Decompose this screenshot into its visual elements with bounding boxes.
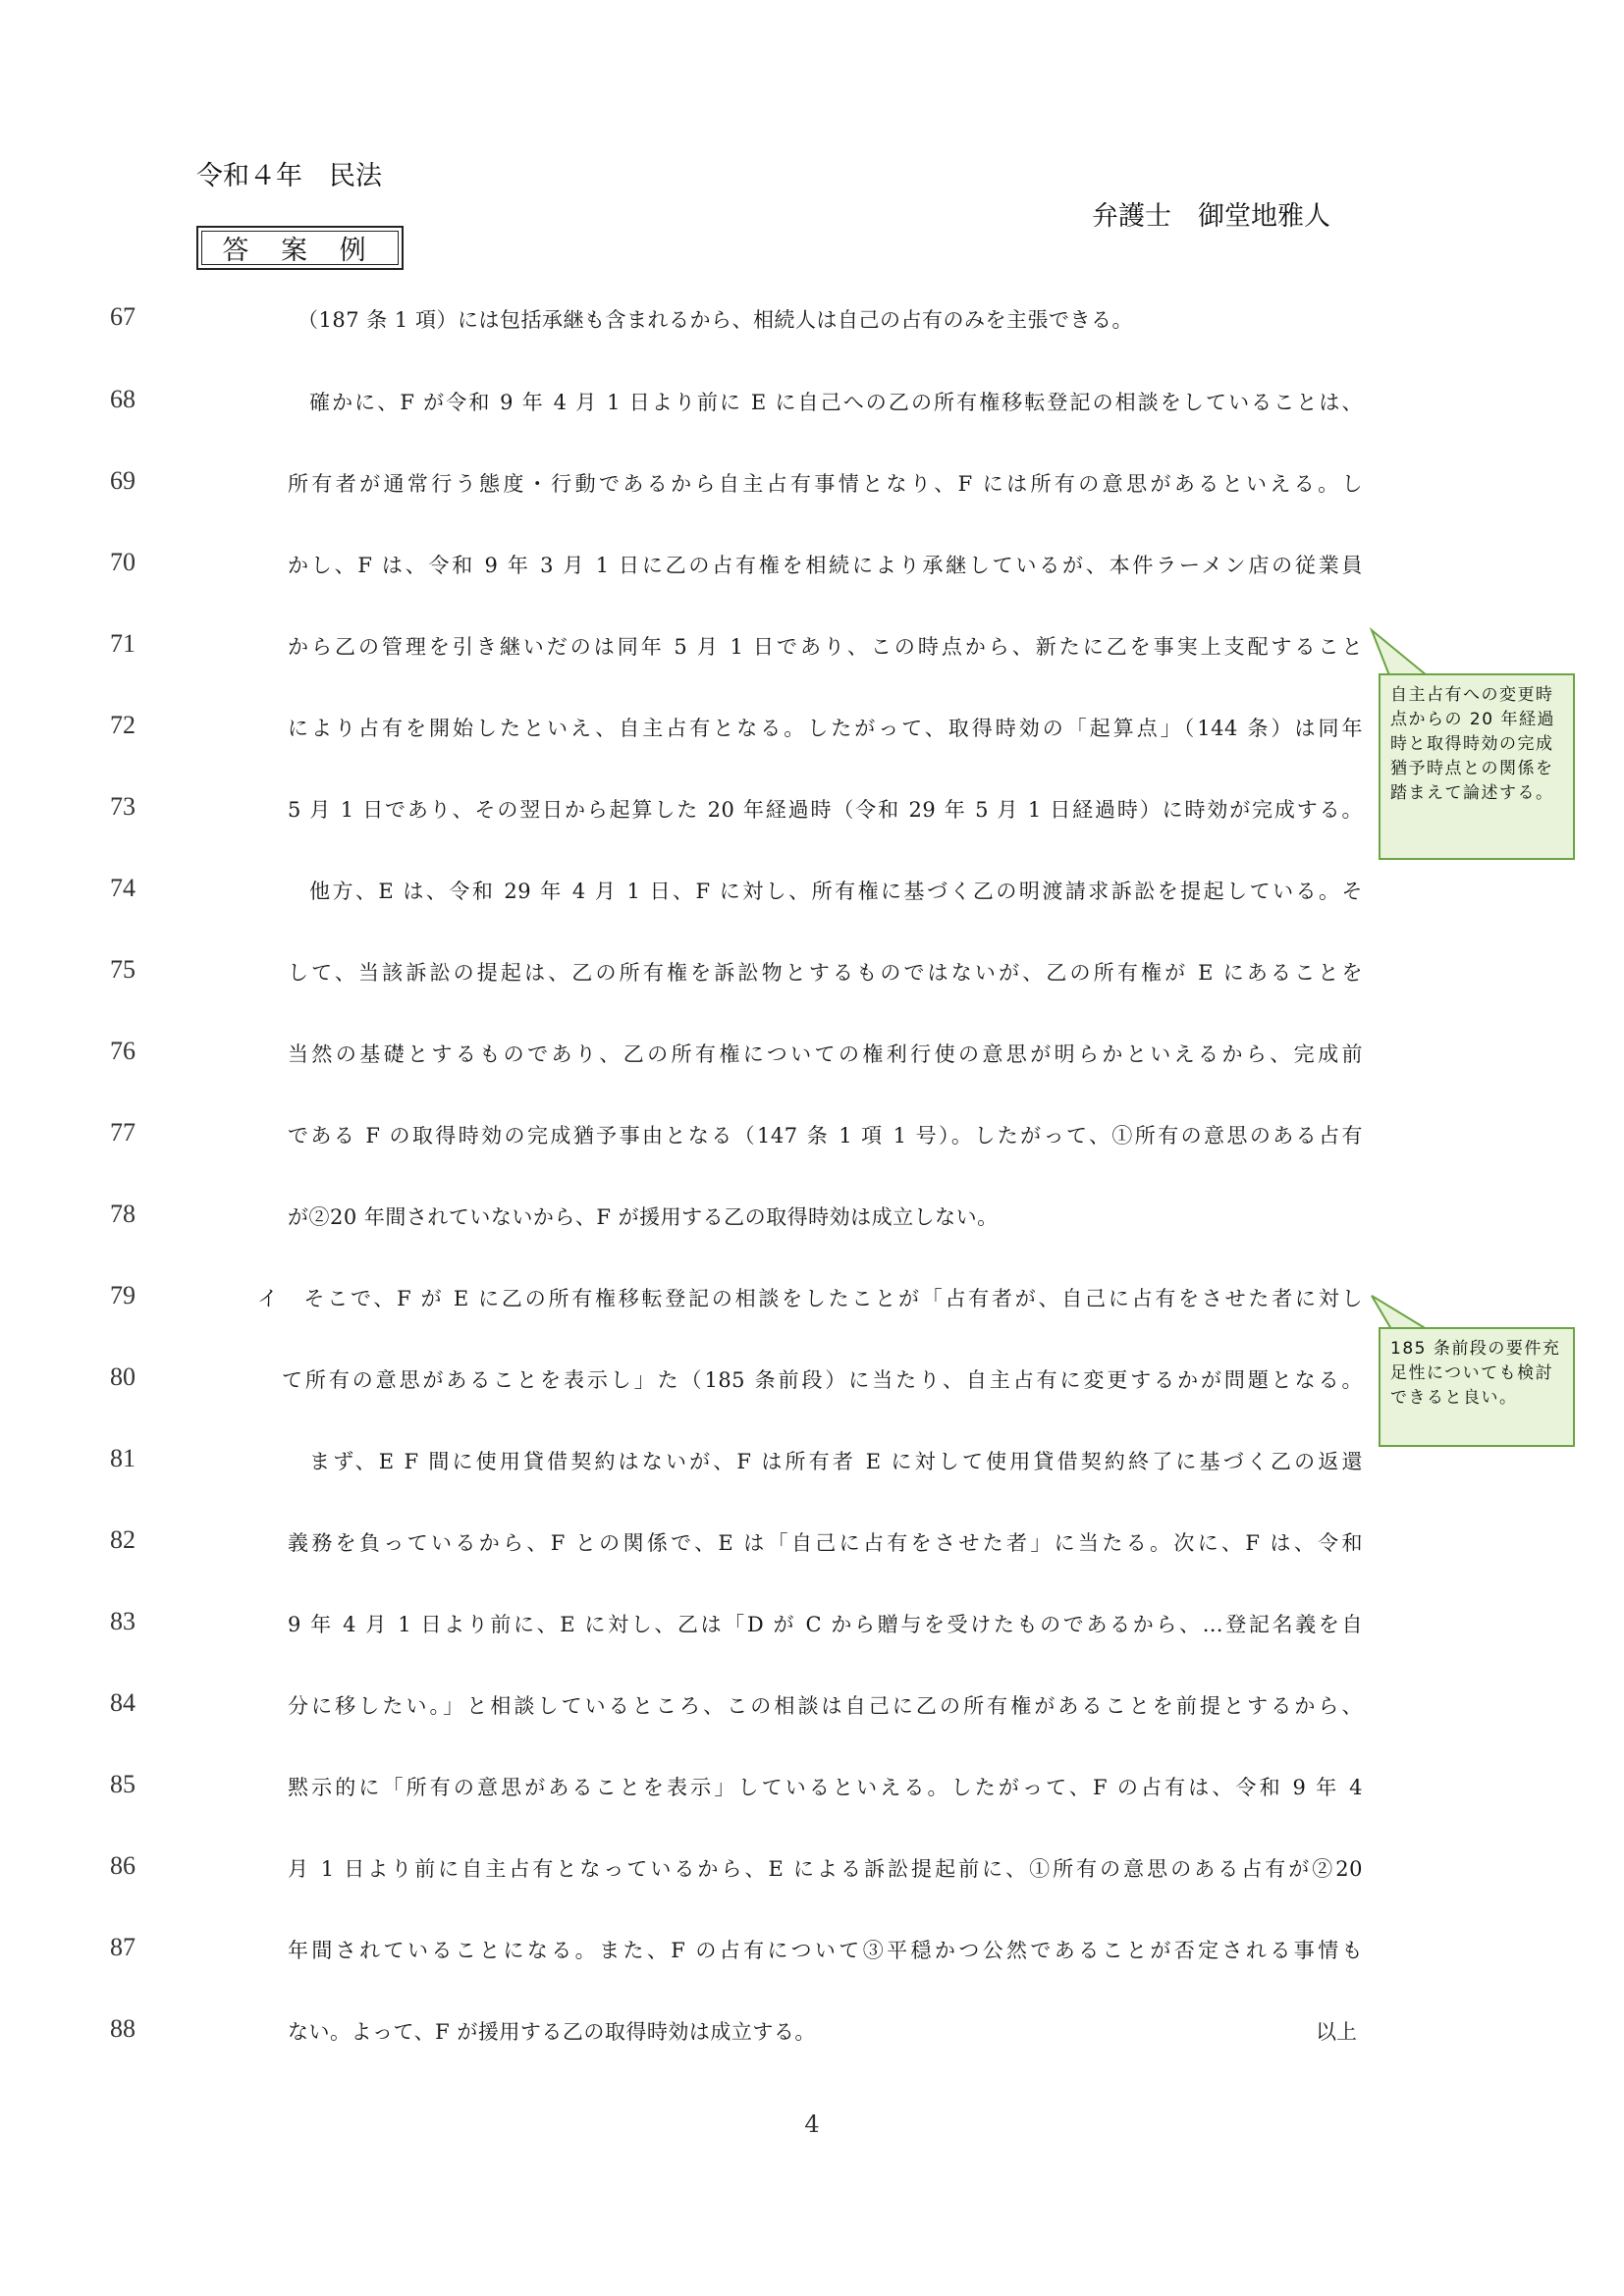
text-line bbox=[0, 302, 1624, 342]
line-number: 74 bbox=[110, 874, 135, 902]
text-line bbox=[0, 548, 1624, 587]
line-number: 81 bbox=[110, 1444, 135, 1472]
line-number: 68 bbox=[110, 385, 135, 413]
line-number: 87 bbox=[110, 1933, 135, 1961]
line-text: 5 月 1 日であり、その翌日から起算した 20 年経過時（令和 29 年 5 月 1 日経過時）に時効が完成する。 bbox=[288, 798, 1363, 822]
line-text: 分に移したい。」と相談しているところ、この相談は自己に乙の所有権があることを前提とするから、 bbox=[288, 1694, 1363, 1718]
line-text: により占有を開始したといえ、自主占有となる。したがって、取得時効の「起算点」（144 条）は同年 bbox=[288, 717, 1363, 740]
comment-callout bbox=[1379, 673, 1575, 860]
page-number: 4 bbox=[804, 2110, 820, 2138]
callout-text: 185 条前段の要件充足性についても検討できると良い。 bbox=[1390, 1339, 1561, 1408]
line-text: 所有者が通常行う態度・行動であるから自主占有事情となり、F には所有の意思があるといえる。し bbox=[288, 472, 1363, 496]
line-text: 義務を負っているから、F との関係で、E は「自己に占有をさせた者」に当たる。次に、F は、令和 bbox=[288, 1531, 1363, 1555]
text-line bbox=[0, 1770, 1624, 1809]
text-line bbox=[0, 1933, 1624, 1972]
line-text: 当然の基礎とするものであり、乙の所有権についての権利行使の意思が明らかといえるから、完成前 bbox=[288, 1042, 1363, 1066]
callout-pointer bbox=[1370, 628, 1429, 677]
line-text: が②20 年間されていないから、F が援用する乙の取得時効は成立しない。 bbox=[288, 1205, 999, 1229]
text-line bbox=[0, 874, 1624, 913]
line-text: て所有の意思があることを表示し」た（185 条前段）に当たり、自主占有に変更するかが問題となる。 bbox=[282, 1368, 1363, 1392]
line-number: 84 bbox=[110, 1688, 135, 1717]
line-text: まず、E F 間に使用貸借契約はないが、F は所有者 E に対して使用貸借契約終了に基づく乙の返還 bbox=[309, 1450, 1363, 1473]
line-text: ない。よって、F が援用する乙の取得時効は成立する。 bbox=[288, 2020, 816, 2044]
line-text: 月 1 日より前に自主占有となっているから、E による訴訟提起前に、①所有の意思のある占有が②20 bbox=[288, 1857, 1363, 1881]
line-number: 75 bbox=[110, 955, 135, 984]
line-number: 72 bbox=[110, 711, 135, 739]
line-number: 71 bbox=[110, 629, 135, 658]
text-line bbox=[0, 1037, 1624, 1076]
text-line bbox=[0, 466, 1624, 506]
callout-text: 自主占有への変更時点からの 20 年経過時と取得時効の完成猶予時点との関係を踏まえて論述する。 bbox=[1390, 685, 1555, 803]
line-number: 82 bbox=[110, 1525, 135, 1554]
text-line bbox=[0, 2014, 1624, 2054]
end-mark: 以上 bbox=[1316, 2020, 1357, 2044]
line-number: 67 bbox=[110, 302, 135, 331]
comment-callout bbox=[1379, 1327, 1575, 1447]
line-number: 80 bbox=[110, 1362, 135, 1391]
line-number: 70 bbox=[110, 548, 135, 576]
line-number: 78 bbox=[110, 1200, 135, 1228]
line-text: 黙示的に「所有の意思があることを表示」しているといえる。したがって、F の占有は、令和 9 年 4 bbox=[288, 1776, 1363, 1799]
text-line bbox=[0, 1200, 1624, 1239]
line-number: 79 bbox=[110, 1281, 135, 1309]
line-text: 他方、E は、令和 29 年 4 月 1 日、F に対し、所有権に基づく乙の明渡請求訴訟を提起している。そ bbox=[309, 880, 1363, 903]
text-line bbox=[0, 1851, 1624, 1891]
line-text: から乙の管理を引き継いだのは同年 5 月 1 日であり、この時点から、新たに乙を事実上支配すること bbox=[288, 635, 1363, 659]
line-text: （187 条 1 項）には包括承継も含まれるから、相続人は自己の占有のみを主張できる。 bbox=[298, 308, 1133, 332]
text-line bbox=[0, 1688, 1624, 1728]
line-text: である F の取得時効の完成猶予事由となる（147 条 1 項 1 号）。したがって、①所有の意思のある占有 bbox=[288, 1124, 1363, 1148]
line-number: 86 bbox=[110, 1851, 135, 1880]
text-line bbox=[0, 1607, 1624, 1646]
author-name: 弁護士 御堂地雅人 bbox=[1092, 201, 1330, 232]
line-text: イ そこで、F が E に乙の所有権移転登記の相談をしたことが「占有者が、自己に占有をさせた者に対し bbox=[257, 1287, 1363, 1310]
exam-title: 令和４年 民法 bbox=[196, 161, 382, 191]
line-text: 確かに、F が令和 9 年 4 月 1 日より前に E に自己への乙の所有権移転登記の相談をしていることは、 bbox=[309, 391, 1363, 414]
callout-pointer bbox=[1370, 1294, 1429, 1331]
line-text: 年間されていることになる。また、F の占有について③平穏かつ公然であることが否定される事情も bbox=[288, 1939, 1363, 1962]
line-number: 85 bbox=[110, 1770, 135, 1798]
line-text: して、当該訴訟の提起は、乙の所有権を訴訟物とするものではないが、乙の所有権が E にあることを bbox=[288, 961, 1363, 985]
answer-example-label: 答 案 例 bbox=[196, 226, 404, 270]
line-text: かし、F は、令和 9 年 3 月 1 日に乙の占有権を相続により承継しているが、本件ラーメン店の従業員 bbox=[288, 554, 1363, 577]
line-text: 9 年 4 月 1 日より前に、E に対し、乙は「D が C から贈与を受けたものであるから、…登記名義を自 bbox=[288, 1613, 1363, 1636]
text-line bbox=[0, 955, 1624, 994]
text-line bbox=[0, 1444, 1624, 1483]
line-number: 73 bbox=[110, 792, 135, 821]
text-line bbox=[0, 385, 1624, 424]
line-number: 77 bbox=[110, 1118, 135, 1147]
line-number: 76 bbox=[110, 1037, 135, 1065]
text-line bbox=[0, 1118, 1624, 1157]
text-line bbox=[0, 1525, 1624, 1565]
line-number: 88 bbox=[110, 2014, 135, 2043]
line-number: 69 bbox=[110, 466, 135, 495]
line-number: 83 bbox=[110, 1607, 135, 1635]
